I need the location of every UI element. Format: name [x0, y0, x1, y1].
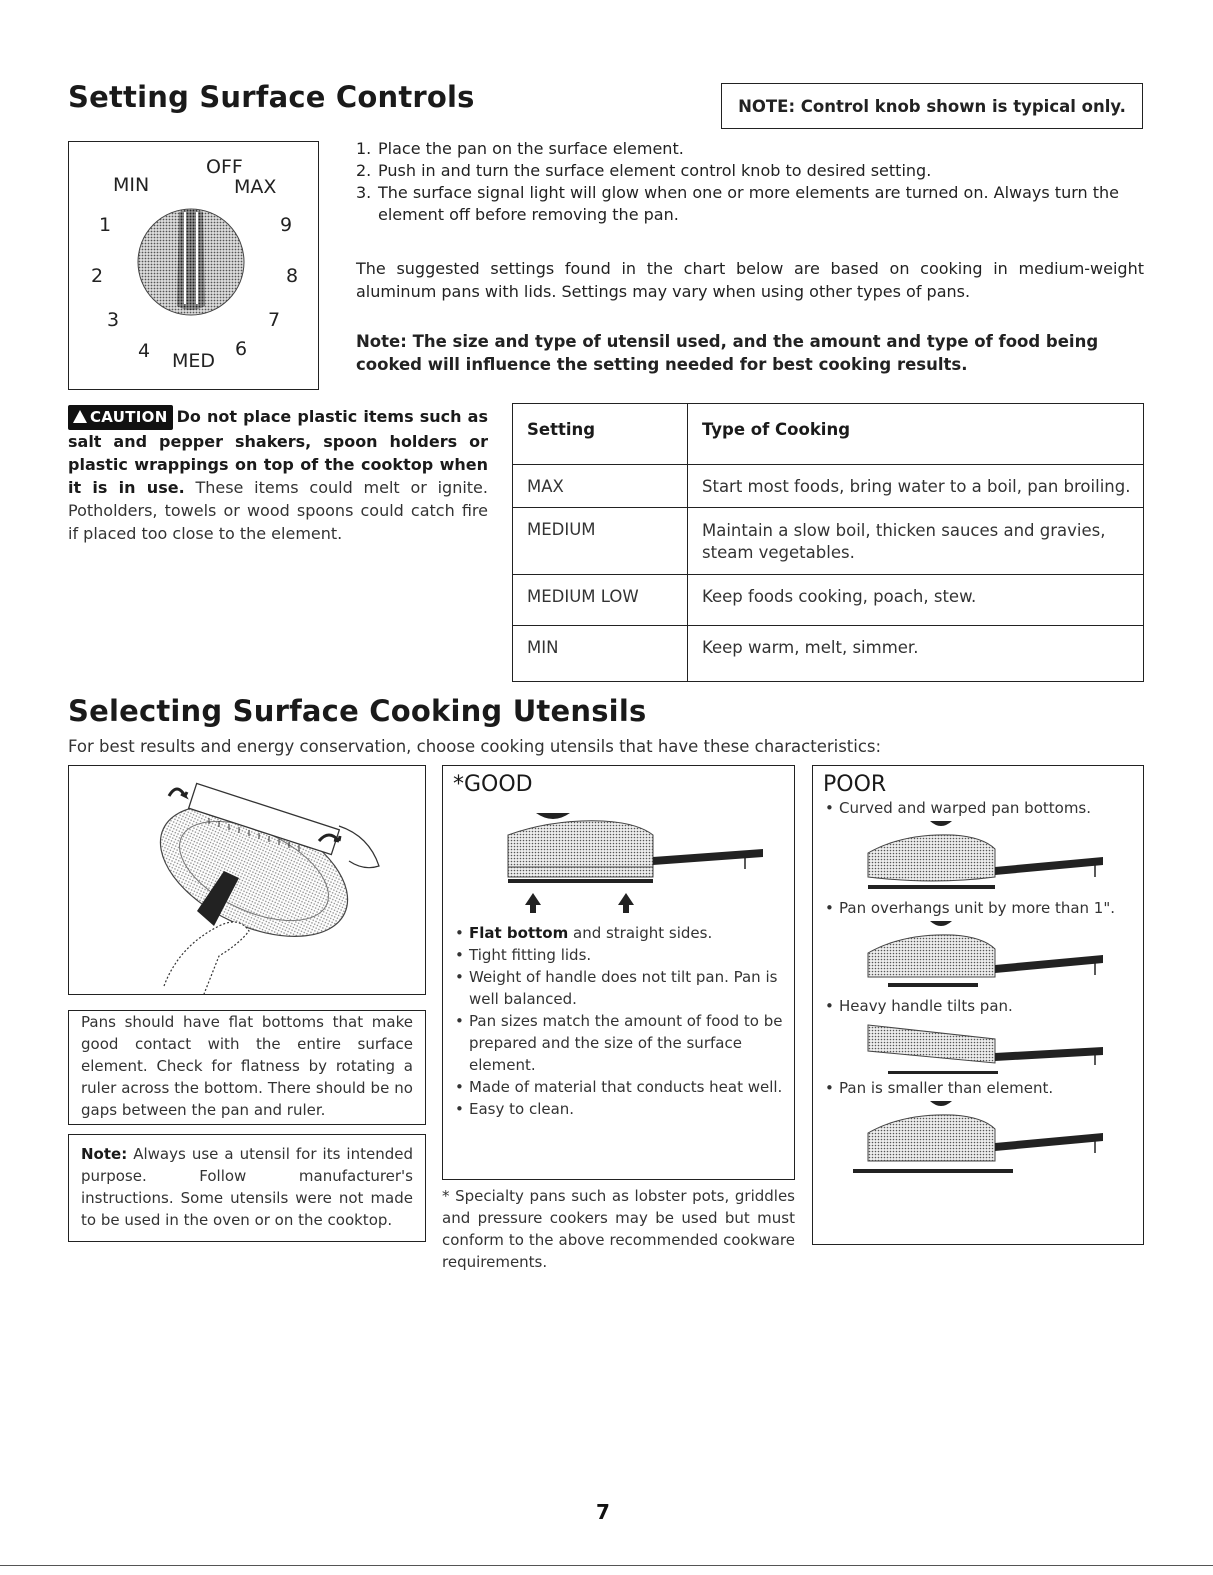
- good-title: *GOOD: [453, 772, 533, 797]
- list-item: • Pan sizes match the amount of food to be prepared and the size of the surface element.: [453, 1010, 784, 1076]
- knob-label-6: 6: [235, 338, 248, 360]
- flat-bottom-textbox: Pans should have flat bottoms that make good contact with the entire surface element. Check for flatness by rotating a ruler across the bottom. There should be no gaps between the pan and ruler.: [68, 1010, 426, 1125]
- poor-list: [823, 995, 1133, 1017]
- caution-text: These items could melt or ignite. Potholders, towels or wood spoons could catch fire if placed too close to the element.: [68, 478, 488, 543]
- suggested-settings-text: The suggested settings found in the chart below are based on cooking in medium-weight aluminum pans with lids. Settings may vary when using other types of pans.: [356, 259, 1144, 301]
- knob-label-min: MIN: [113, 174, 150, 196]
- list-item: • Weight of handle does not tilt pan. Pan is well balanced.: [453, 966, 784, 1010]
- note-text: Always use a utensil for its intended purpose. Follow manufacturer's instructions. Some utensils were not made to be used in the oven or on the cooktop.: [81, 1145, 413, 1229]
- footer-rule: [0, 1565, 1213, 1566]
- section-title-utensils: Selecting Surface Cooking Utensils: [68, 694, 647, 728]
- steps-list: [356, 138, 1146, 226]
- list-item: • Flat bottom and straight sides.: [453, 922, 784, 944]
- curved-pan-icon: [823, 819, 1133, 897]
- ruler-pan-icon: [69, 766, 425, 994]
- good-list: [453, 922, 784, 1120]
- warning-icon: [73, 410, 87, 423]
- poor-title: POOR: [823, 772, 887, 797]
- knob-label-8: 8: [286, 265, 299, 287]
- list-item: • Curved and warped pan bottoms.: [823, 797, 1133, 819]
- table-cell: Maintain a slow boil, thicken sauces and gravies, steam vegetables.: [688, 508, 1144, 575]
- table-row: [513, 575, 1144, 626]
- note-box: NOTE: Control knob shown is typical only.: [721, 83, 1143, 129]
- table-row: [513, 465, 1144, 508]
- table-header-setting: Setting: [513, 404, 688, 465]
- list-item: • Pan overhangs unit by more than 1".: [823, 897, 1133, 919]
- table-header-type: Type of Cooking: [688, 404, 1144, 465]
- good-panel: [442, 765, 795, 1180]
- knob-label-9: 9: [280, 214, 293, 236]
- table-cell: Keep warm, melt, simmer.: [688, 626, 1144, 682]
- list-item: • Easy to clean.: [453, 1098, 784, 1120]
- knob-label-2: 2: [91, 265, 104, 287]
- knob-label-max: MAX: [234, 176, 277, 198]
- poor-list: [823, 1077, 1133, 1099]
- utensil-note-box: [68, 1134, 426, 1242]
- step-item: 1. Place the pan on the surface element.: [356, 139, 684, 158]
- table-cell: MIN: [513, 626, 688, 682]
- small-pan-icon: [823, 1099, 1133, 1179]
- specialty-note: * Specialty pans such as lobster pots, griddles and pressure cookers may be used but must conform to the above recommended cookware requirements.: [442, 1187, 795, 1271]
- page-number: 7: [596, 1500, 610, 1524]
- poor-panel: [812, 765, 1144, 1245]
- table-cell: Keep foods cooking, poach, stew.: [688, 575, 1144, 626]
- table-cell: MAX: [513, 465, 688, 508]
- list-item: • Tight fitting lids.: [453, 944, 784, 966]
- settings-table: [512, 403, 1144, 682]
- utensils-intro: For best results and energy conservation, choose cooking utensils that have these characteristics:: [68, 737, 882, 756]
- good-pan-icon: [453, 797, 783, 922]
- knob-label-7: 7: [268, 309, 281, 331]
- table-cell: Start most foods, bring water to a boil, pan broiling.: [688, 465, 1144, 508]
- table-row: [513, 626, 1144, 682]
- list-item: • Made of material that conducts heat well.: [453, 1076, 784, 1098]
- knob-label-4: 4: [138, 340, 151, 362]
- table-cell: MEDIUM LOW: [513, 575, 688, 626]
- table-cell: MEDIUM: [513, 508, 688, 575]
- knob-label-med: MED: [172, 350, 216, 372]
- table-row: [513, 508, 1144, 575]
- control-knob-diagram: [68, 141, 319, 390]
- note-label: Note:: [81, 1145, 128, 1163]
- caution-bold-text: Do not place plastic items such as salt and pepper shakers, spoon holders or plastic wrappings on top of the cooktop when it is in use.: [68, 407, 488, 497]
- table-header-row: [513, 404, 1144, 465]
- caution-badge: CAUTION: [68, 405, 173, 430]
- knob-label-1: 1: [99, 214, 112, 236]
- list-item: • Heavy handle tilts pan.: [823, 995, 1133, 1017]
- caution-block: [68, 405, 488, 545]
- overhanging-pan-icon: [823, 919, 1133, 995]
- list-item: • Pan is smaller than element.: [823, 1077, 1133, 1099]
- step-item: 3. The surface signal light will glow when one or more elements are turned on. Always turn the element off before removing the pan.: [356, 183, 1119, 224]
- control-knob-icon: [135, 206, 247, 318]
- poor-list: [823, 797, 1133, 819]
- knob-label-off: OFF: [206, 156, 243, 178]
- section-title-surface-controls: Setting Surface Controls: [68, 80, 475, 114]
- ruler-check-illustration: [68, 765, 426, 995]
- knob-label-3: 3: [107, 309, 120, 331]
- influence-note: Note: The size and type of utensil used, and the amount and type of food being cooked will influence the setting needed for best cooking results.: [356, 332, 1099, 374]
- poor-list: [823, 897, 1133, 919]
- step-item: 2. Push in and turn the surface element control knob to desired setting.: [356, 161, 932, 180]
- tilted-pan-icon: [823, 1017, 1133, 1077]
